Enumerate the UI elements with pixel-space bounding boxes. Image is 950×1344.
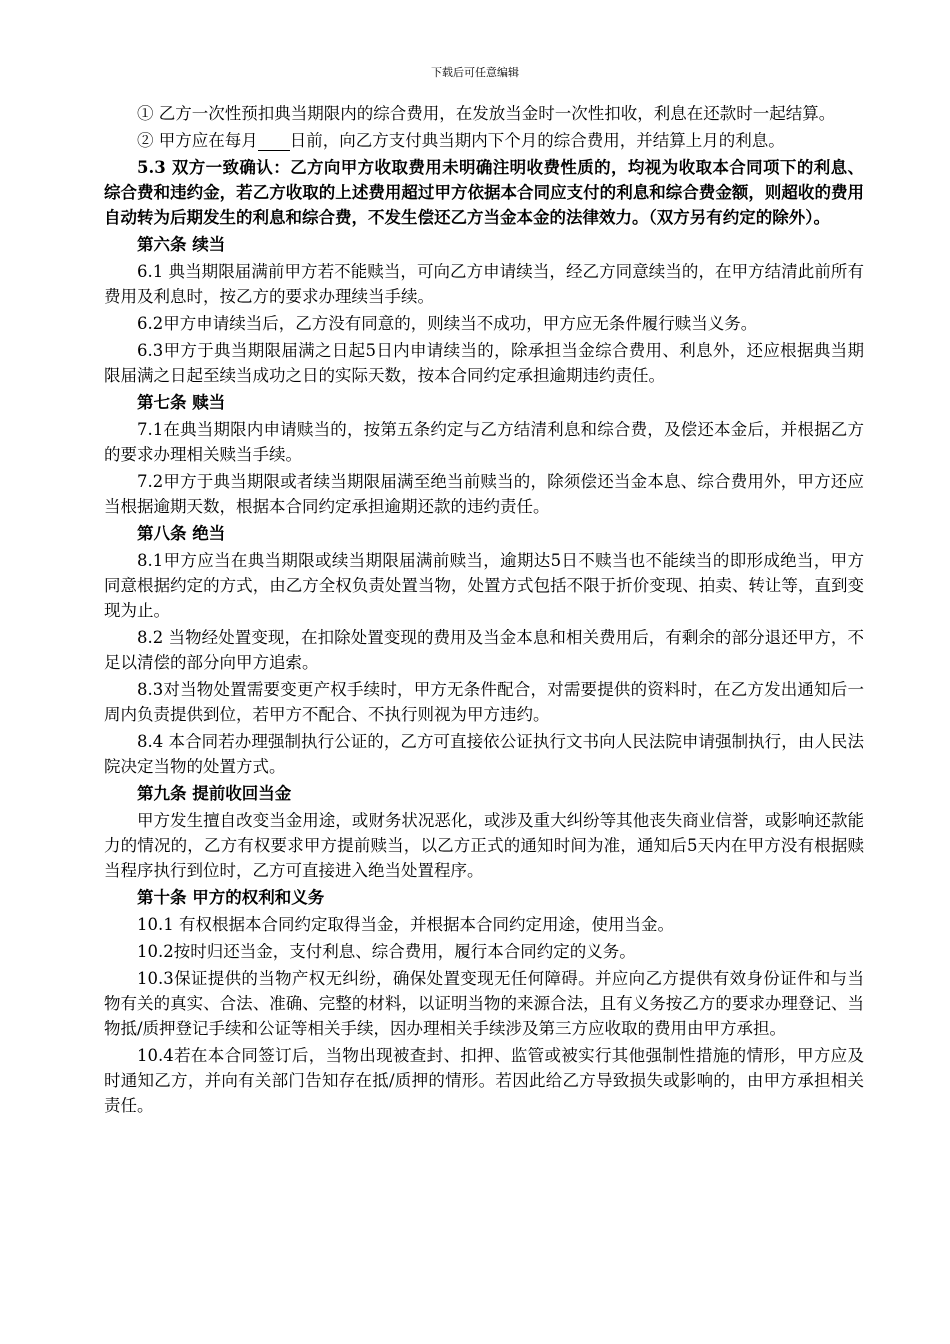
para-6-2: 6.2甲方申请续当后，乙方没有同意的，则续当不成功，甲方应无条件履行赎当义务。 (137, 314, 758, 333)
para-8-4: 8.4 本合同若办理强制执行公证的，乙方可直接依公证执行文书向人民法院申请强制执行，由人民法院决定当物的处置方式。 (104, 732, 864, 776)
para-10-4: 10.4若在本合同签订后，当物出现被查封、扣押、监管或被实行其他强制性措施的情形，甲方应及时通知乙方，并向有关部门告知存在抵/质押的情形。若因此给乙方导致损失或影响的，由甲方承担相关责任。 (104, 1046, 864, 1115)
para-8-1: 8.1甲方应当在典当期限或续当期限届满前赎当，逾期达5日不赎当也不能续当的即形成绝当，甲方同意根据约定的方式，由乙方全权负责处置当物，处置方式包括不限于折价变现、拍卖、转让等，直到变现为止。 (104, 551, 864, 620)
text-after-blank: 日前，向乙方支付典当期内下个月的综合费用，并结算上月的利息。 (289, 131, 785, 150)
heading-article-6: 第六条 续当 (137, 235, 226, 254)
text-before-blank: ② 甲方应在每月 (137, 131, 258, 150)
heading-article-7: 第七条 赎当 (137, 393, 226, 412)
para-10-2: 10.2按时归还当金，支付利息、综合费用，履行本合同约定的义务。 (137, 942, 636, 961)
heading-article-8: 第八条 绝当 (137, 524, 226, 543)
para-payment-option-1: ① 乙方一次性预扣典当期限内的综合费用，在发放当金时一次性扣收，利息在还款时一起结算。 (137, 104, 836, 123)
para-6-3: 6.3甲方于典当期限届满之日起5日内申请续当的，除承担当金综合费用、利息外，还应根据典当期限届满之日起至续当成功之日的实际天数，按本合同约定承担逾期违约责任。 (104, 341, 864, 385)
para-9: 甲方发生擅自改变当金用途，或财务状况恶化，或涉及重大纠纷等其他丧失商业信誉，或影响还款能力的情况的，乙方有权要求甲方提前赎当，以乙方正式的通知时间为准，通知后5天内在甲方没有根据赎当程序执行到位时，乙方可直接进入绝当处置程序。 (104, 811, 864, 880)
day-blank-field (258, 132, 290, 151)
contract-body (104, 101, 864, 1120)
heading-article-10: 第十条 甲方的权利和义务 (137, 888, 325, 907)
para-7-2: 7.2甲方于典当期限或者续当期限届满至绝当前赎当的，除须偿还当金本息、综合费用外，甲方还应当根据逾期天数，根据本合同约定承担逾期还款的违约责任。 (104, 472, 864, 516)
para-8-2: 8.2 当物经处置变现，在扣除处置变现的费用及当金本息和相关费用后，有剩余的部分退还甲方，不足以清偿的部分向甲方追索。 (104, 628, 864, 672)
para-payment-option-2 (104, 128, 864, 153)
page-header: 下载后可任意编辑 (431, 66, 519, 79)
para-8-3: 8.3对当物处置需要变更产权手续时，甲方无条件配合，对需要提供的资料时，在乙方发出通知后一周内负责提供到位，若甲方不配合、不执行则视为甲方违约。 (104, 680, 864, 724)
para-7-1: 7.1在典当期限内申请赎当的，按第五条约定与乙方结清利息和综合费，及偿还本金后，并根据乙方的要求办理相关赎当手续。 (104, 420, 864, 464)
para-10-3: 10.3保证提供的当物产权无纠纷，确保处置变现无任何障碍。并应向乙方提供有效身份证件和与当物有关的真实、合法、准确、完整的材料，以证明当物的来源合法，且有义务按乙方的要求办理登记、当物抵/质押登记手续和公证等相关手续，因办理相关手续涉及第三方应收取的费用由甲方承担。 (104, 969, 864, 1038)
para-6-1: 6.1 典当期限届满前甲方若不能赎当，可向乙方申请续当，经乙方同意续当的，在甲方结清此前所有费用及利息时，按乙方的要求办理续当手续。 (104, 262, 864, 306)
para-10-1: 10.1 有权根据本合同约定取得当金，并根据本合同约定用途，使用当金。 (137, 915, 674, 934)
heading-article-9: 第九条 提前收回当金 (137, 784, 292, 803)
para-5-3: 5.3 双方一致确认：乙方向甲方收取费用未明确注明收费性质的，均视为收取本合同项下的利息、综合费和违约金，若乙方收取的上述费用超过甲方依据本合同应支付的利息和综合费金额，则超收的费用自动转为后期发生的利息和综合费，不发生偿还乙方当金本金的法律效力。（双方另有约定的除外）。 (104, 158, 864, 227)
